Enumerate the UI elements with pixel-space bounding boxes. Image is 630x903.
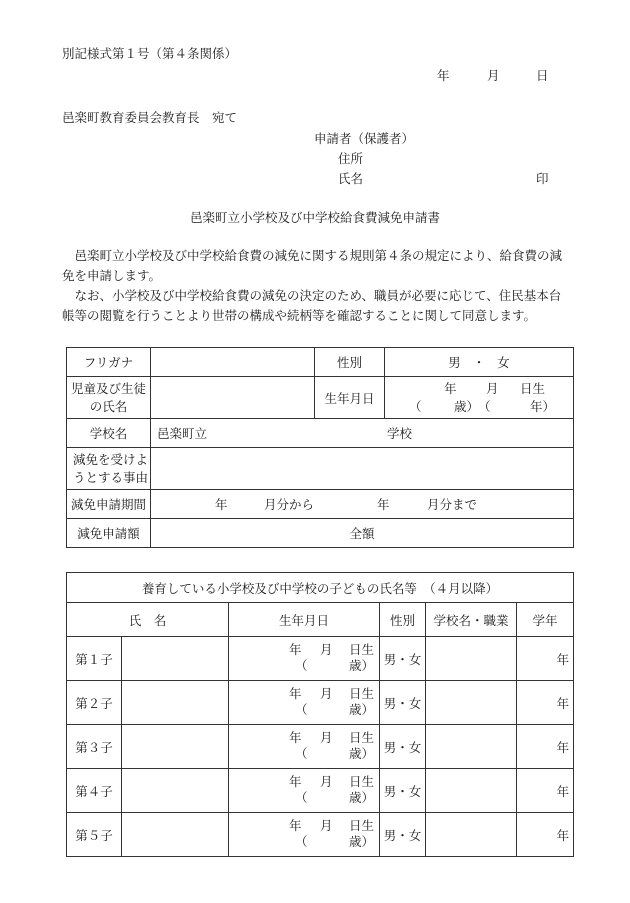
body-paragraph-1: 邑楽町立小学校及び中学校給食費の減免に関する規則第４条の規定により、給食費の減免を申請します。	[62, 248, 563, 283]
header-grade: 学年	[517, 603, 574, 637]
gender-label: 性別	[315, 348, 385, 377]
child-school-job-field[interactable]	[426, 769, 517, 813]
child-age-unit: 歳）	[349, 790, 375, 805]
student-name-field[interactable]	[151, 377, 315, 419]
child-gender-field[interactable]: 男・女	[380, 769, 426, 813]
child-grade-field[interactable]: 年	[517, 681, 574, 725]
child-dob-month: 月	[320, 642, 333, 657]
grade-unit: 年）	[530, 399, 556, 414]
child-dob-year: 年	[289, 730, 302, 745]
applicant-name-label: 氏名	[338, 171, 364, 186]
child-birthdate-field[interactable]	[229, 725, 380, 769]
child-name-field[interactable]	[122, 813, 229, 857]
birth-month-label: 月	[486, 381, 499, 396]
age-open-paren: （	[409, 399, 422, 414]
period-year-from: 年	[215, 497, 228, 512]
child-grade-field[interactable]: 年	[517, 637, 574, 681]
child-dob-year: 年	[289, 686, 302, 701]
date-year-label: 年	[437, 68, 450, 83]
document-title: 邑楽町立小学校及び中学校給食費減免申請書	[190, 210, 441, 225]
child-birthdate-field[interactable]	[229, 681, 380, 725]
child-dob-day: 日生	[349, 774, 375, 789]
seal-mark: 印	[536, 171, 549, 186]
period-from: 月分から	[264, 497, 315, 512]
child-age-open: （	[295, 746, 308, 761]
child-school-job-field[interactable]	[426, 637, 517, 681]
school-label: 学校名	[67, 419, 151, 448]
child-dob-year: 年	[289, 642, 302, 657]
child-dob-month: 月	[320, 686, 333, 701]
child-school-job-field[interactable]	[426, 681, 517, 725]
birthdate-field[interactable]	[385, 377, 574, 419]
header-birthdate: 生年月日	[229, 603, 380, 637]
school-suffix: 学校	[387, 426, 413, 441]
birth-year-label: 年	[444, 381, 457, 396]
header-name: 氏 名	[67, 603, 229, 637]
applicant-address-label: 住所	[338, 151, 364, 166]
header-school-job: 学校名・職業	[426, 603, 517, 637]
child-dob-month: 月	[320, 730, 333, 745]
addressee: 邑楽町教育委員会教育長 宛て	[62, 110, 238, 125]
child-grade-field[interactable]: 年	[517, 725, 574, 769]
child-age-unit: 歳）	[349, 658, 375, 673]
child-birthdate-field[interactable]	[229, 769, 380, 813]
gender-female[interactable]: 女	[497, 355, 510, 370]
period-year-to: 年	[377, 497, 390, 512]
period-field[interactable]	[151, 490, 574, 519]
child-name-field[interactable]	[122, 637, 229, 681]
child-gender-field[interactable]: 男・女	[380, 681, 426, 725]
amount-value: 全額	[151, 519, 574, 548]
gender-choice[interactable]	[385, 348, 574, 377]
child-age-open: （	[295, 702, 308, 717]
child-dob-month: 月	[320, 774, 333, 789]
gender-separator: ・	[472, 355, 486, 370]
child-label: 第２子	[67, 681, 122, 725]
gender-male[interactable]: 男	[448, 355, 461, 370]
child-row	[67, 813, 574, 857]
child-label: 第１子	[67, 637, 122, 681]
child-age-open: （	[295, 834, 308, 849]
child-dob-day: 日生	[349, 642, 375, 657]
student-name-label	[67, 377, 151, 419]
student-name-label-line2: の氏名	[89, 398, 128, 414]
reason-label-line1: 減免を受けよ	[73, 451, 149, 467]
child-name-field[interactable]	[122, 681, 229, 725]
child-row	[67, 637, 574, 681]
birthdate-label: 生年月日	[315, 377, 385, 419]
furigana-label: フリガナ	[67, 348, 151, 377]
applicant-label: 申請者（保護者）	[314, 131, 415, 146]
children-table-title: 養育している小学校及び中学校の子どもの氏名等 （４月以降）	[67, 573, 574, 603]
child-age-open: （	[295, 790, 308, 805]
body-text	[62, 246, 572, 326]
child-age-unit: 歳）	[349, 746, 375, 761]
child-row	[67, 681, 574, 725]
child-dob-month: 月	[320, 818, 333, 833]
body-paragraph-2: なお、小学校及び中学校給食費の減免の決定のため、職員が必要に応じて、住民基本台帳等の閲覧を行うことより世帯の構成や続柄等を確認することに関して同意します。	[62, 288, 562, 323]
date-day-label: 日	[536, 68, 549, 83]
child-school-job-field[interactable]	[426, 813, 517, 857]
school-prefix: 邑楽町立	[157, 426, 208, 441]
child-dob-day: 日生	[349, 686, 375, 701]
period-to: 月分まで	[427, 497, 478, 512]
header-gender: 性別	[380, 603, 426, 637]
child-dob-year: 年	[289, 818, 302, 833]
furigana-field[interactable]	[151, 348, 315, 377]
child-gender-field[interactable]: 男・女	[380, 813, 426, 857]
child-row	[67, 725, 574, 769]
age-unit: 歳）	[454, 399, 480, 414]
child-dob-day: 日生	[349, 730, 375, 745]
reason-label-line2: うとする事由	[73, 469, 149, 485]
student-name-label-line1: 児童及び生徒	[70, 380, 146, 396]
school-field[interactable]	[151, 419, 574, 448]
child-dob-year: 年	[289, 774, 302, 789]
reason-label	[67, 448, 151, 490]
form-number: 別記様式第１号（第４条関係）	[62, 46, 238, 61]
reason-field[interactable]	[151, 448, 574, 490]
date-month-label: 月	[487, 68, 500, 83]
child-row	[67, 769, 574, 813]
child-gender-field[interactable]: 男・女	[380, 637, 426, 681]
child-school-job-field[interactable]	[426, 725, 517, 769]
amount-label: 減免申請額	[67, 519, 151, 548]
child-gender-field[interactable]: 男・女	[380, 725, 426, 769]
child-birthdate-field[interactable]	[229, 637, 380, 681]
child-label: 第４子	[67, 769, 122, 813]
child-grade-field[interactable]: 年	[517, 813, 574, 857]
birth-day-label: 日生	[520, 381, 546, 396]
child-name-field[interactable]	[122, 769, 229, 813]
application-table	[66, 347, 574, 548]
child-dob-day: 日生	[349, 818, 375, 833]
children-table	[66, 572, 574, 857]
child-label: 第５子	[67, 813, 122, 857]
child-grade-field[interactable]: 年	[517, 769, 574, 813]
child-age-open: （	[295, 658, 308, 673]
child-age-unit: 歳）	[349, 702, 375, 717]
child-age-unit: 歳）	[349, 834, 375, 849]
period-label: 減免申請期間	[67, 490, 151, 519]
child-name-field[interactable]	[122, 725, 229, 769]
child-label: 第３子	[67, 725, 122, 769]
child-birthdate-field[interactable]	[229, 813, 380, 857]
grade-open-paren: （	[478, 399, 491, 414]
